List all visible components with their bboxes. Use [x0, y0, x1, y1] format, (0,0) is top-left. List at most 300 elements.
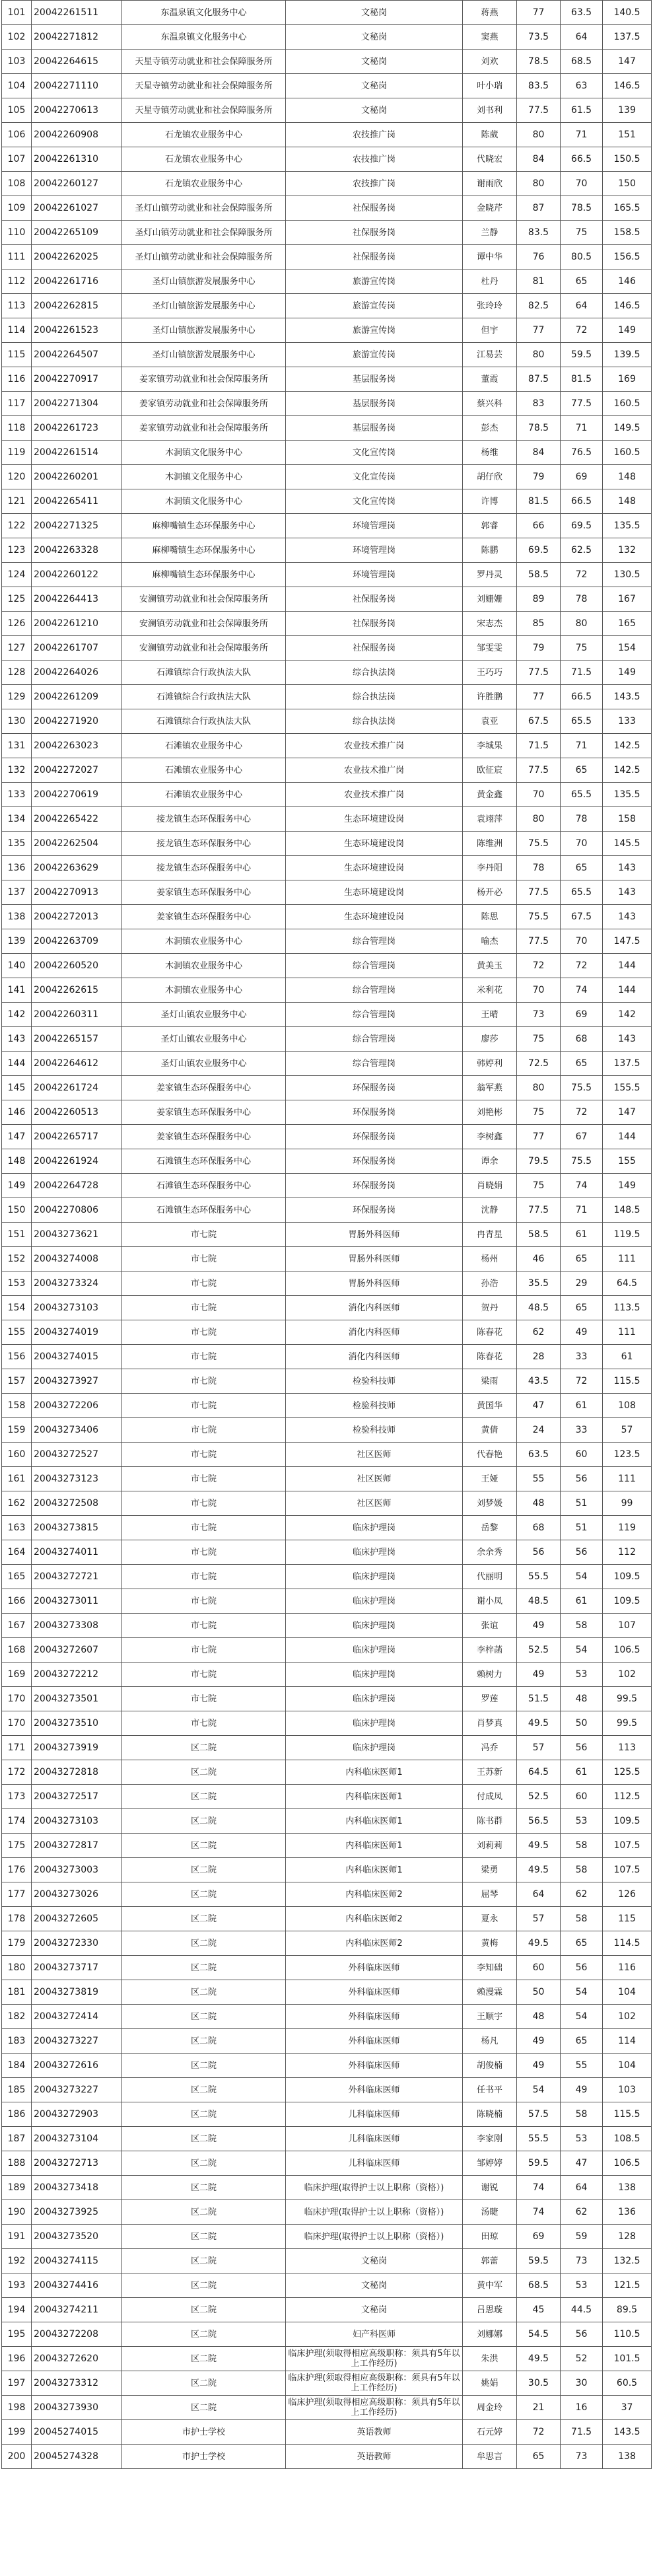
row-number: 178: [2, 1907, 32, 1931]
table-row: [2, 2127, 652, 2151]
written-score: 54: [517, 2078, 561, 2102]
exam-id: 20043272817: [32, 1834, 122, 1858]
exam-id: 20043274019: [32, 1320, 122, 1345]
post-name: 旅游宣传岗: [286, 294, 463, 318]
table-row: [2, 587, 652, 612]
exam-id: 20042264413: [32, 587, 122, 612]
table-row: [2, 2322, 652, 2347]
row-number: 170: [2, 1711, 32, 1736]
table-row: [2, 783, 652, 807]
total-score: 149: [603, 661, 652, 685]
interview-score: 67: [561, 1125, 603, 1149]
table-row: [2, 1540, 652, 1565]
post-name: 环保服务岗: [286, 1174, 463, 1198]
exam-id: 20043273925: [32, 2200, 122, 2225]
post-name: 生态环境建设岗: [286, 905, 463, 929]
row-number: 154: [2, 1296, 32, 1320]
written-score: 69.5: [517, 538, 561, 563]
unit-name: 天星寺镇劳动就业和社会保障服务所: [122, 50, 286, 74]
unit-name: 姜家镇劳动就业和社会保障服务所: [122, 367, 286, 392]
written-score: 82.5: [517, 294, 561, 318]
unit-name: 区二院: [122, 2371, 286, 2396]
interview-score: 62.5: [561, 538, 603, 563]
total-score: 137.5: [603, 25, 652, 50]
post-name: 检验科技师: [286, 1394, 463, 1418]
post-name: 胃肠外科医师: [286, 1223, 463, 1247]
row-number: 124: [2, 563, 32, 587]
candidate-name: 韩婷利: [463, 1052, 517, 1076]
exam-id: 20043272607: [32, 1638, 122, 1663]
written-score: 60: [517, 1956, 561, 1980]
unit-name: 市七院: [122, 1418, 286, 1443]
written-score: 77.5: [517, 758, 561, 783]
interview-score: 54: [561, 1638, 603, 1663]
table-row: [2, 514, 652, 538]
table-row: [2, 905, 652, 929]
candidate-name: 江易芸: [463, 343, 517, 367]
table-row: [2, 1198, 652, 1223]
total-score: 142: [603, 1003, 652, 1027]
total-score: 128: [603, 2225, 652, 2249]
table-row: [2, 465, 652, 489]
interview-score: 65: [561, 758, 603, 783]
unit-name: 接龙镇生态环保服务中心: [122, 856, 286, 880]
unit-name: 区二院: [122, 2200, 286, 2225]
candidate-name: 张谊: [463, 1614, 517, 1638]
candidate-name: 陈鹏: [463, 538, 517, 563]
total-score: 106.5: [603, 1638, 652, 1663]
table-row: [2, 441, 652, 465]
unit-name: 市护士学校: [122, 2420, 286, 2445]
written-score: 55.5: [517, 1565, 561, 1589]
post-name: 内科临床医师1: [286, 1785, 463, 1809]
post-name: 文化宣传岗: [286, 441, 463, 465]
written-score: 68: [517, 1516, 561, 1540]
post-name: 临床护理岗: [286, 1736, 463, 1760]
unit-name: 市七院: [122, 1614, 286, 1638]
unit-name: 区二院: [122, 1956, 286, 1980]
unit-name: 木洞镇农业服务中心: [122, 929, 286, 954]
written-score: 57.5: [517, 2102, 561, 2127]
candidate-name: 王晴: [463, 1003, 517, 1027]
table-row: [2, 661, 652, 685]
row-number: 140: [2, 954, 32, 978]
written-score: 64.5: [517, 1760, 561, 1785]
unit-name: 安澜镇劳动就业和社会保障服务所: [122, 636, 286, 661]
post-name: 英语教师: [286, 2420, 463, 2445]
unit-name: 区二院: [122, 2298, 286, 2322]
row-number: 132: [2, 758, 32, 783]
table-row: [2, 758, 652, 783]
total-score: 89.5: [603, 2298, 652, 2322]
total-score: 146.5: [603, 74, 652, 98]
row-number: 185: [2, 2078, 32, 2102]
candidate-name: 余余秀: [463, 1540, 517, 1565]
written-score: 68.5: [517, 2273, 561, 2298]
total-score: 144: [603, 978, 652, 1003]
unit-name: 市七院: [122, 1589, 286, 1614]
row-number: 147: [2, 1125, 32, 1149]
exam-id: 20043272713: [32, 2151, 122, 2176]
post-name: 内科临床医师1: [286, 1760, 463, 1785]
row-number: 165: [2, 1565, 32, 1589]
written-score: 57: [517, 1736, 561, 1760]
total-score: 99.5: [603, 1711, 652, 1736]
interview-score: 69: [561, 465, 603, 489]
written-score: 78: [517, 856, 561, 880]
candidate-name: 黄金鑫: [463, 783, 517, 807]
interview-score: 72: [561, 318, 603, 343]
written-score: 77: [517, 318, 561, 343]
written-score: 70: [517, 783, 561, 807]
candidate-name: 谢雨欣: [463, 172, 517, 196]
interview-score: 70: [561, 172, 603, 196]
written-score: 48: [517, 1491, 561, 1516]
table-row: [2, 1467, 652, 1491]
candidate-name: 欧征宸: [463, 758, 517, 783]
post-name: 临床护理岗: [286, 1614, 463, 1638]
post-name: 农业技术推广岗: [286, 783, 463, 807]
written-score: 48.5: [517, 1296, 561, 1320]
written-score: 77: [517, 1125, 561, 1149]
table-row: [2, 74, 652, 98]
unit-name: 姜家镇生态环保服务中心: [122, 880, 286, 905]
written-score: 85: [517, 612, 561, 636]
written-score: 79.5: [517, 1149, 561, 1174]
candidate-name: 周金玲: [463, 2396, 517, 2420]
total-score: 109.5: [603, 1589, 652, 1614]
table-row: [2, 807, 652, 832]
row-number: 186: [2, 2102, 32, 2127]
exam-id: 20043273418: [32, 2176, 122, 2200]
exam-id: 20043273003: [32, 1858, 122, 1882]
row-number: 170: [2, 1687, 32, 1711]
exam-id: 20043273501: [32, 1687, 122, 1711]
interview-score: 72: [561, 1100, 603, 1125]
table-row: [2, 1711, 652, 1736]
total-score: 123.5: [603, 1443, 652, 1467]
written-score: 49: [517, 2029, 561, 2054]
candidate-name: 陈春花: [463, 1320, 517, 1345]
candidate-name: 窦燕: [463, 25, 517, 50]
unit-name: 木洞镇农业服务中心: [122, 954, 286, 978]
candidate-name: 袁亚: [463, 709, 517, 734]
total-score: 106.5: [603, 2151, 652, 2176]
interview-score: 58: [561, 2102, 603, 2127]
unit-name: 区二院: [122, 2102, 286, 2127]
exam-id: 20042261514: [32, 441, 122, 465]
interview-score: 75: [561, 636, 603, 661]
exam-id: 20042270613: [32, 98, 122, 123]
post-name: 社保服务岗: [286, 587, 463, 612]
candidate-name: 牟思言: [463, 2445, 517, 2469]
exam-id: 20042261523: [32, 318, 122, 343]
post-name: 环境管理岗: [286, 563, 463, 587]
total-score: 160.5: [603, 392, 652, 416]
exam-id: 20042260311: [32, 1003, 122, 1027]
exam-id: 20043273026: [32, 1882, 122, 1907]
interview-score: 69: [561, 1003, 603, 1027]
interview-score: 16: [561, 2396, 603, 2420]
unit-name: 区二院: [122, 2078, 286, 2102]
table-row: [2, 1296, 652, 1320]
candidate-name: 王娅: [463, 1467, 517, 1491]
table-row: [2, 832, 652, 856]
total-score: 132.5: [603, 2249, 652, 2273]
row-number: 190: [2, 2200, 32, 2225]
written-score: 48.5: [517, 1589, 561, 1614]
row-number: 113: [2, 294, 32, 318]
candidate-name: 谢小凤: [463, 1589, 517, 1614]
written-score: 76: [517, 245, 561, 269]
unit-name: 市七院: [122, 1540, 286, 1565]
candidate-name: 刘艳彬: [463, 1100, 517, 1125]
exam-id: 20043274115: [32, 2249, 122, 2273]
total-score: 155: [603, 1149, 652, 1174]
row-number: 175: [2, 1834, 32, 1858]
candidate-name: 田琼: [463, 2225, 517, 2249]
interview-score: 30: [561, 2371, 603, 2396]
interview-score: 53: [561, 1663, 603, 1687]
row-number: 115: [2, 343, 32, 367]
interview-score: 70: [561, 929, 603, 954]
interview-score: 65: [561, 1247, 603, 1271]
unit-name: 石滩镇生态环保服务中心: [122, 1174, 286, 1198]
total-score: 113: [603, 1736, 652, 1760]
post-name: 综合管理岗: [286, 1027, 463, 1052]
interview-score: 56: [561, 1540, 603, 1565]
candidate-name: 付成凤: [463, 1785, 517, 1809]
written-score: 89: [517, 587, 561, 612]
written-score: 55.5: [517, 2127, 561, 2151]
table-row: [2, 636, 652, 661]
row-number: 180: [2, 1956, 32, 1980]
table-row: [2, 1271, 652, 1296]
table-row: [2, 1003, 652, 1027]
row-number: 173: [2, 1785, 32, 1809]
row-number: 137: [2, 880, 32, 905]
written-score: 78.5: [517, 416, 561, 441]
candidate-name: 吕思璇: [463, 2298, 517, 2322]
exam-id: 20043273919: [32, 1736, 122, 1760]
post-name: 内科临床医师2: [286, 1882, 463, 1907]
table-row: [2, 343, 652, 367]
post-name: 综合管理岗: [286, 954, 463, 978]
post-name: 社保服务岗: [286, 196, 463, 221]
table-row: [2, 1027, 652, 1052]
interview-score: 64: [561, 294, 603, 318]
unit-name: 石滩镇生态环保服务中心: [122, 1149, 286, 1174]
written-score: 77.5: [517, 1198, 561, 1223]
unit-name: 木洞镇文化服务中心: [122, 441, 286, 465]
table-row: [2, 1491, 652, 1516]
candidate-name: 蔡兴科: [463, 392, 517, 416]
total-score: 148: [603, 465, 652, 489]
row-number: 146: [2, 1100, 32, 1125]
table-row: [2, 612, 652, 636]
interview-score: 56: [561, 1736, 603, 1760]
unit-name: 区二院: [122, 2151, 286, 2176]
exam-id: 20043274015: [32, 1345, 122, 1369]
table-row: [2, 147, 652, 172]
exam-id: 20042262815: [32, 294, 122, 318]
total-score: 167: [603, 587, 652, 612]
table-row: [2, 2445, 652, 2469]
total-score: 155.5: [603, 1076, 652, 1100]
total-score: 138: [603, 2176, 652, 2200]
candidate-name: 杜丹: [463, 269, 517, 294]
total-score: 111: [603, 1467, 652, 1491]
table-row: [2, 269, 652, 294]
exam-id: 20043273621: [32, 1223, 122, 1247]
candidate-name: 刘姗姗: [463, 587, 517, 612]
exam-id: 20042265411: [32, 489, 122, 514]
row-number: 155: [2, 1320, 32, 1345]
table-row: [2, 929, 652, 954]
unit-name: 圣灯山镇农业服务中心: [122, 1027, 286, 1052]
candidate-name: 刘书利: [463, 98, 517, 123]
table-row: [2, 392, 652, 416]
interview-score: 65: [561, 856, 603, 880]
written-score: 75: [517, 1027, 561, 1052]
row-number: 117: [2, 392, 32, 416]
post-name: 文秘岗: [286, 98, 463, 123]
interview-score: 80: [561, 612, 603, 636]
table-row: [2, 1907, 652, 1931]
total-score: 146: [603, 269, 652, 294]
table-row: [2, 978, 652, 1003]
post-name: 文秘岗: [286, 2249, 463, 2273]
written-score: 77.5: [517, 880, 561, 905]
candidate-name: 李树鑫: [463, 1125, 517, 1149]
total-score: 144: [603, 954, 652, 978]
post-name: 胃肠外科医师: [286, 1271, 463, 1296]
total-score: 148: [603, 489, 652, 514]
row-number: 133: [2, 783, 32, 807]
post-name: 农业技术推广岗: [286, 734, 463, 758]
written-score: 75.5: [517, 905, 561, 929]
row-number: 200: [2, 2445, 32, 2469]
table-row: [2, 2371, 652, 2396]
row-number: 166: [2, 1589, 32, 1614]
candidate-name: 郭蕾: [463, 2249, 517, 2273]
post-name: 外科临床医师: [286, 2078, 463, 2102]
row-number: 177: [2, 1882, 32, 1907]
unit-name: 区二院: [122, 2273, 286, 2298]
total-score: 111: [603, 1247, 652, 1271]
candidate-name: 肖梦真: [463, 1711, 517, 1736]
total-score: 151: [603, 123, 652, 147]
total-score: 102: [603, 2005, 652, 2029]
unit-name: 圣灯山镇旅游发展服务中心: [122, 294, 286, 318]
unit-name: 区二院: [122, 1980, 286, 2005]
interview-score: 65: [561, 269, 603, 294]
written-score: 81.5: [517, 489, 561, 514]
unit-name: 市七院: [122, 1443, 286, 1467]
unit-name: 市七院: [122, 1394, 286, 1418]
unit-name: 区二院: [122, 1736, 286, 1760]
candidate-name: 金晓芹: [463, 196, 517, 221]
total-score: 60.5: [603, 2371, 652, 2396]
candidate-name: 杨州: [463, 1247, 517, 1271]
unit-name: 市七院: [122, 1711, 286, 1736]
candidate-name: 谭中华: [463, 245, 517, 269]
written-score: 77.5: [517, 98, 561, 123]
interview-score: 53: [561, 2273, 603, 2298]
total-score: 125.5: [603, 1760, 652, 1785]
post-name: 临床护理(取得护士以上职称（资格）): [286, 2225, 463, 2249]
post-name: 生态环境建设岗: [286, 880, 463, 905]
written-score: 72.5: [517, 1052, 561, 1076]
unit-name: 市七院: [122, 1271, 286, 1296]
row-number: 111: [2, 245, 32, 269]
candidate-name: 黄中军: [463, 2273, 517, 2298]
table-row: [2, 50, 652, 74]
post-name: 社保服务岗: [286, 245, 463, 269]
exam-id: 20043273324: [32, 1271, 122, 1296]
candidate-name: 但宇: [463, 318, 517, 343]
exam-id: 20043274008: [32, 1247, 122, 1271]
exam-id: 20042271110: [32, 74, 122, 98]
unit-name: 石滩镇综合行政执法大队: [122, 661, 286, 685]
row-number: 135: [2, 832, 32, 856]
unit-name: 麻柳嘴镇生态环保服务中心: [122, 514, 286, 538]
exam-id: 20043273406: [32, 1418, 122, 1443]
total-score: 112.5: [603, 1785, 652, 1809]
row-number: 116: [2, 367, 32, 392]
post-name: 综合管理岗: [286, 978, 463, 1003]
total-score: 138: [603, 2445, 652, 2469]
candidate-name: 蒋燕: [463, 1, 517, 25]
post-name: 生态环境建设岗: [286, 856, 463, 880]
post-name: 临床护理岗: [286, 1565, 463, 1589]
candidate-name: 代春艳: [463, 1443, 517, 1467]
total-score: 102: [603, 1663, 652, 1687]
candidate-name: 孙浩: [463, 1271, 517, 1296]
post-name: 农技推广岗: [286, 147, 463, 172]
row-number: 199: [2, 2420, 32, 2445]
total-score: 136: [603, 2200, 652, 2225]
total-score: 109.5: [603, 1809, 652, 1834]
unit-name: 区二院: [122, 2029, 286, 2054]
table-row: [2, 98, 652, 123]
written-score: 84: [517, 441, 561, 465]
candidate-name: 李家刚: [463, 2127, 517, 2151]
unit-name: 区二院: [122, 2127, 286, 2151]
written-score: 69: [517, 2225, 561, 2249]
interview-score: 63.5: [561, 1, 603, 25]
row-number: 160: [2, 1443, 32, 1467]
candidate-name: 肖晓娟: [463, 1174, 517, 1198]
post-name: 综合执法岗: [286, 709, 463, 734]
table-row: [2, 954, 652, 978]
total-score: 113.5: [603, 1296, 652, 1320]
candidate-name: 刘梦媛: [463, 1491, 517, 1516]
total-score: 147: [603, 50, 652, 74]
unit-name: 接龙镇生态环保服务中心: [122, 832, 286, 856]
table-row: [2, 1174, 652, 1198]
total-score: 156.5: [603, 245, 652, 269]
unit-name: 区二院: [122, 2176, 286, 2200]
unit-name: 区二院: [122, 2005, 286, 2029]
table-row: [2, 1882, 652, 1907]
total-score: 150: [603, 172, 652, 196]
written-score: 28: [517, 1345, 561, 1369]
row-number: 152: [2, 1247, 32, 1271]
exam-id: 20043272517: [32, 1785, 122, 1809]
candidate-name: 黄国华: [463, 1394, 517, 1418]
row-number: 142: [2, 1003, 32, 1027]
